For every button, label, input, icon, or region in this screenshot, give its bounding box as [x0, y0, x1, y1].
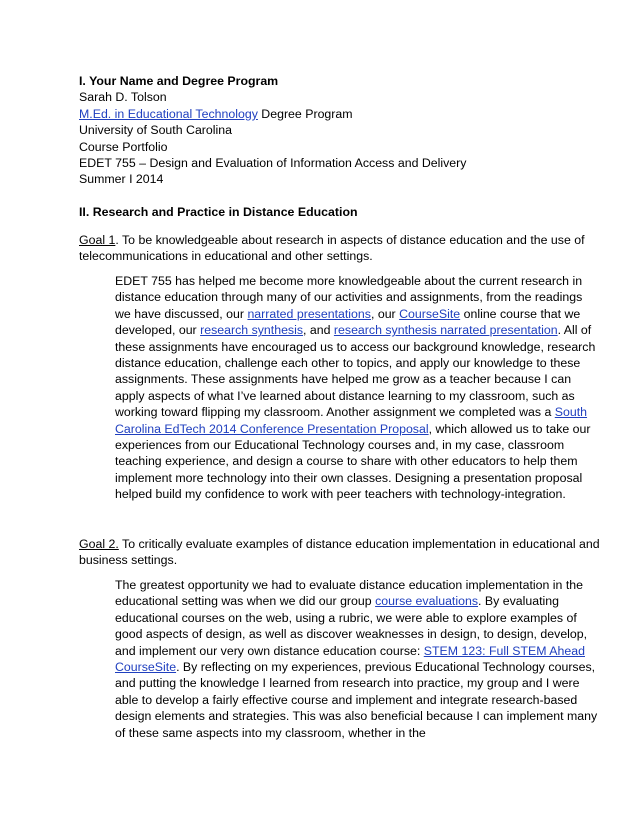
- course-title: EDET 755 – Design and Evaluation of Information Access and Delivery: [79, 156, 467, 171]
- section2-heading-block: [79, 204, 608, 220]
- research-synthesis-presentation-link[interactable]: research synthesis narrated presentation: [333, 323, 558, 338]
- stem-coursesite-link[interactable]: STEM 123: Full STEM Ahead CourseSite: [115, 643, 585, 675]
- degree-line: M.Ed. in Educational Technology Degree Program: [79, 106, 353, 121]
- coursesite-link[interactable]: CourseSite: [399, 306, 461, 321]
- section-heading: II. Research and Practice in Distance Education: [79, 205, 358, 219]
- narrated-presentations-link[interactable]: narrated presentations: [247, 306, 371, 321]
- goal-1: [79, 232, 608, 265]
- goal-text: To critically evaluate examples of distance education implementation in educational and business settings.: [79, 537, 600, 568]
- goal-2-paragraph: The greatest opportunity we had to evaluate distance education implementation in the educational setting was when we did our group course evaluations. By evaluating educational courses on the web, using a rubric, we were able to explore examples of good aspects of design, as well as discover weaknesses in design, to design, develop, and implement our very own distance education course: STEM 123: Full STEM Ahead CourseSite. By reflecting on my experiences, previous Educational Technology courses, and putting the knowledge I learned from research into practice, my group and I were able to develop a fairly effective course and implement and integrate research-based design elements and strategies. This was also beneficial because I can implement many of these same aspects into my classroom, whether in the: [115, 578, 598, 740]
- goal-1-paragraph: EDET 755 has helped me become more knowledgeable about the current research in distance education through many of our activities and assignments, from the readings we have discussed, our narrated presentations, our CourseSite online course that we developed, our research synthesis, and research synthesis narrated presentation. All of these assignments have encouraged us to access our background knowledge, research distance education, challenge each other to topics, and apply our knowledge to these assignments. These assignments have helped me grow as a teacher because I can apply aspects of what I’ve learned about distance learning to my classroom, such as working toward flipping my classroom. Another assignment we completed was a South Carolina EdTech 2014 Conference Presentation Proposal, which allowed us to take our experiences from our Educational Technology courses and, in my case, classroom teaching experience, and design a course to share with other educators to help them implement more technology into their own classes. Designing a presentation proposal helped build my confidence to work with peer teachers with technology-integration.: [115, 274, 596, 502]
- section-name-degree: [79, 73, 608, 188]
- degree-program-link[interactable]: M.Ed. in Educational Technology: [79, 106, 258, 121]
- conference-proposal-link[interactable]: South Carolina EdTech 2014 Conference Presentation Proposal: [115, 405, 588, 436]
- portfolio-label: Course Portfolio: [79, 139, 168, 154]
- course-evaluations-link[interactable]: course evaluations: [375, 594, 479, 609]
- goal-2: [79, 536, 608, 569]
- section-heading: I. Your Name and Degree Program: [79, 74, 279, 88]
- research-synthesis-link[interactable]: research synthesis: [200, 323, 304, 338]
- university: University of South Carolina: [79, 123, 232, 138]
- goal-label: Goal 2.: [79, 537, 119, 551]
- student-name: Sarah D. Tolson: [79, 90, 167, 105]
- term: Summer I 2014: [79, 172, 164, 187]
- goal-label: Goal 1: [79, 233, 116, 247]
- goal-text: . To be knowledgeable about research in aspects of distance education and the use of telecommunications in educational and other settings.: [79, 233, 585, 264]
